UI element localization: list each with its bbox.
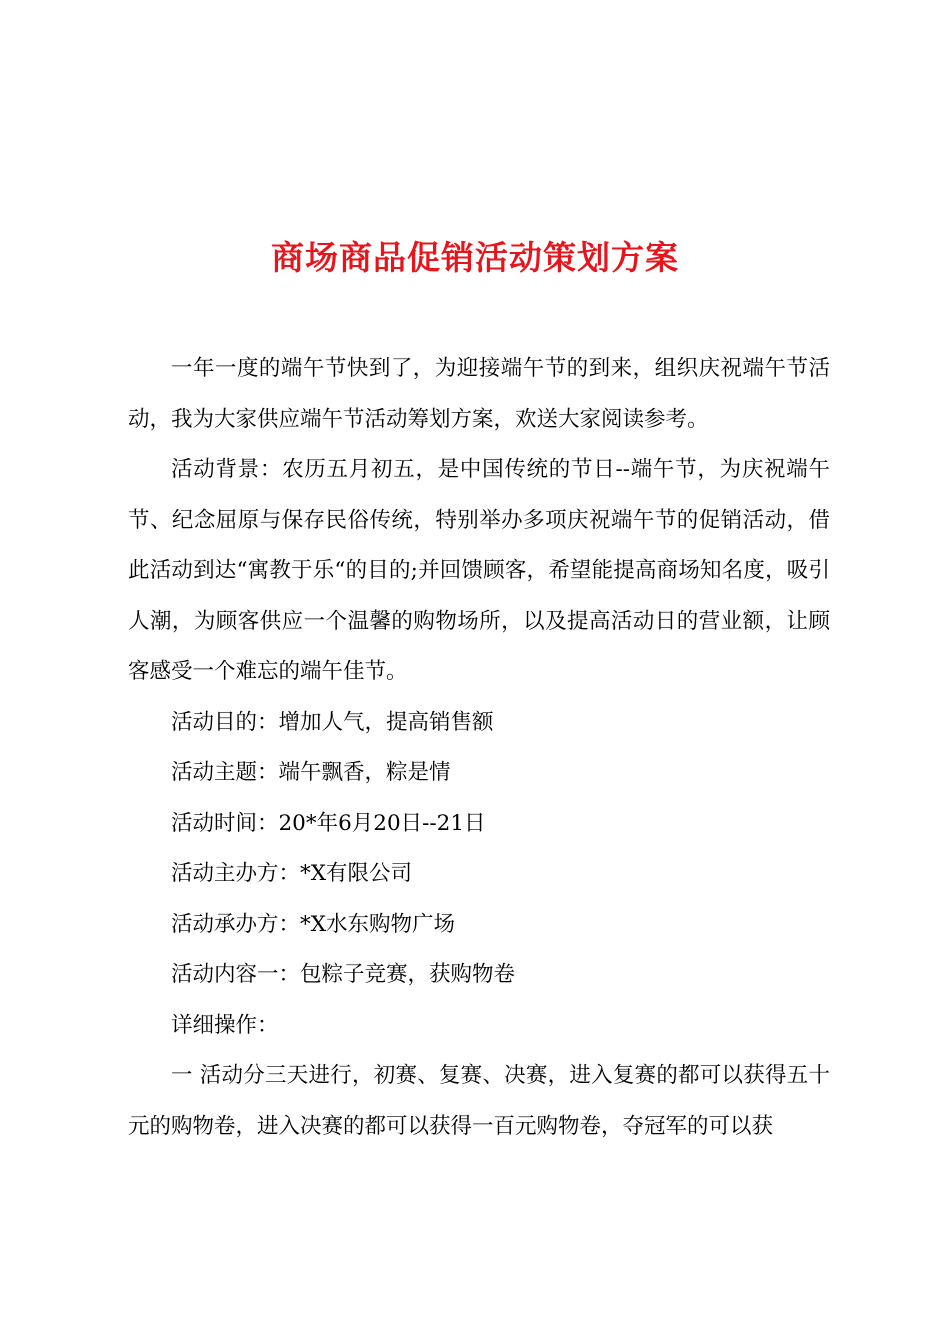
- paragraph-operation-detail: 一 活动分三天进行，初赛、复赛、决赛，进入复赛的都可以获得五十元的购物卷，进入决赛的都可以获得一百元购物卷，夺冠军的可以获: [128, 1063, 830, 1139]
- paragraph-organizer: 活动主办方：*X有限公司: [171, 861, 413, 886]
- paragraph-co-organizer: 活动承办方：*X水东购物广场: [171, 911, 456, 937]
- document-body: [128, 344, 830, 1152]
- paragraph-operation-heading: 详细操作：: [171, 1012, 279, 1038]
- paragraph-theme: 活动主题：端午飘香，粽是情: [171, 760, 451, 785]
- paragraph-purpose: 活动目的：增加人气，提高销售额: [171, 709, 494, 735]
- paragraph-intro: 一年一度的端午节快到了，为迎接端午节的到来，组织庆祝端午节活动，我为大家供应端午节活动筹划方案，欢送大家阅读参考。: [128, 356, 830, 432]
- paragraph-time: 活动时间：20*年6月20日--21日: [171, 810, 486, 836]
- paragraph-background: 活动背景：农历五月初五，是中国传统的节日--端午节，为庆祝端午节、纪念屈原与保存民俗传统，特别举办多项庆祝端午节的促销活动，借此活动到达“寓教于乐“的目的;并回馈顾客，希望能提高商场知名度，吸引人潮，为顾客供应一个温馨的购物场所，以及提高活动日的营业额，让顾客感受一个难忘的端午佳节。: [128, 457, 830, 684]
- document-title: 商场商品促销活动策划方案: [271, 238, 679, 278]
- paragraph-content-one: 活动内容一：包粽子竞赛，获购物卷: [171, 962, 516, 987]
